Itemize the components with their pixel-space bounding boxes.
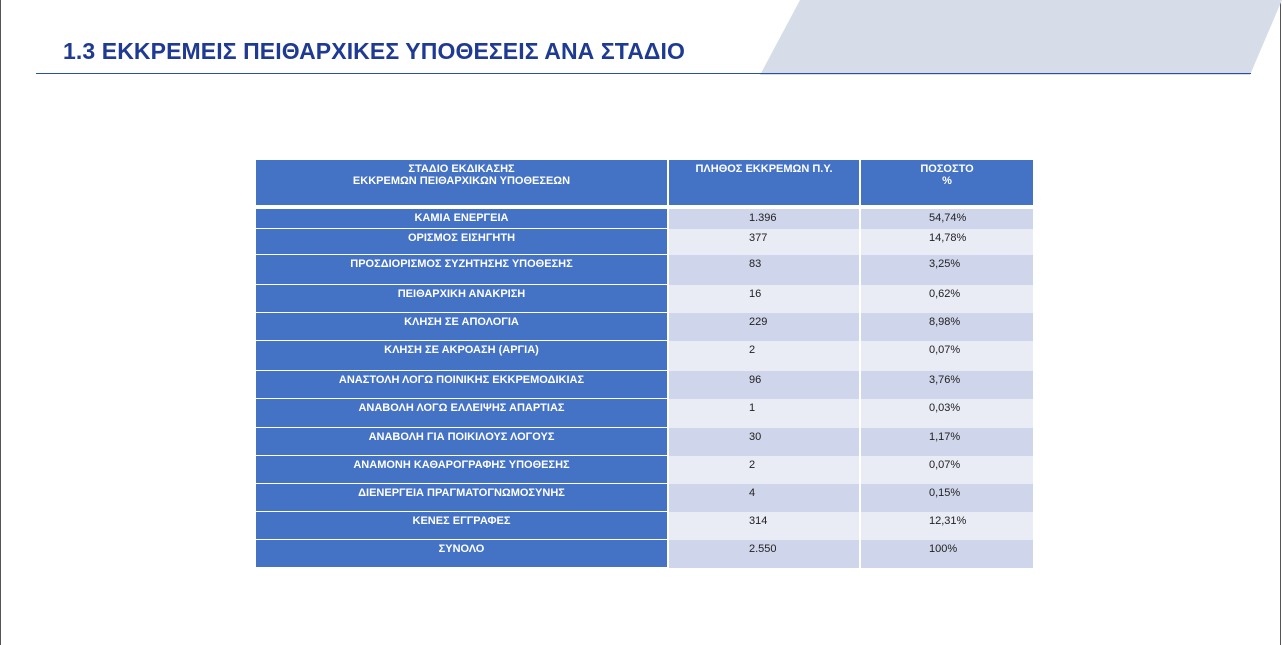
table-row	[256, 313, 1033, 341]
stage-cell: ΠΡΟΣΔΙΟΡΙΣΜΟΣ ΣΥΖΗΤΗΣΗΣ ΥΠΟΘΕΣΗΣ	[256, 255, 669, 285]
table-header-row	[256, 160, 1033, 209]
header-count	[669, 160, 861, 209]
count-cell: 96	[669, 371, 861, 399]
percent-cell: 0,07%	[861, 341, 1033, 371]
count-cell: 229	[669, 313, 861, 341]
percent-cell: 0,15%	[861, 484, 1033, 512]
stage-cell: ΑΝΑΣΤΟΛΗ ΛΟΓΩ ΠΟΙΝΙΚΗΣ ΕΚΚΡΕΜΟΔΙΚΙΑΣ	[256, 371, 669, 399]
header-percent-line1: ΠΟΣΟΣΤΟ	[920, 163, 974, 175]
stage-cell: ΔΙΕΝΕΡΓΕΙΑ ΠΡΑΓΜΑΤΟΓΝΩΜΟΣΥΝΗΣ	[256, 484, 669, 512]
percent-cell: 0,62%	[861, 285, 1033, 313]
stage-cell: ΣΥΝΟΛΟ	[256, 540, 669, 568]
stage-cell: ΚΑΜΙΑ ΕΝΕΡΓΕΙΑ	[256, 209, 669, 229]
header-count-label: ΠΛΗΘΟΣ ΕΚΚΡΕΜΩΝ Π.Υ.	[695, 163, 833, 175]
header-percent-line2: %	[942, 175, 952, 187]
count-cell: 2.550	[669, 540, 861, 568]
decorative-banner	[760, 0, 1282, 75]
stage-cell: ΑΝΑΜΟΝΗ ΚΑΘΑΡΟΓΡΑΦΗΣ ΥΠΟΘΕΣΗΣ	[256, 456, 669, 484]
count-cell: 1	[669, 399, 861, 428]
table-row	[256, 209, 1033, 229]
table-row	[256, 285, 1033, 313]
table-row	[256, 229, 1033, 255]
header-stage-line2: ΕΚΚΡΕΜΩΝ ΠΕΙΘΑΡΧΙΚΩΝ ΥΠΟΘΕΣΕΩΝ	[352, 175, 571, 187]
table-row	[256, 540, 1033, 568]
percent-cell: 3,76%	[861, 371, 1033, 399]
percent-cell: 54,74%	[861, 209, 1033, 229]
stage-cell: ΟΡΙΣΜΟΣ ΕΙΣΗΓΗΤΗ	[256, 229, 669, 255]
count-cell: 4	[669, 484, 861, 512]
stage-cell: ΑΝΑΒΟΛΗ ΓΙΑ ΠΟΙΚΙΛΟΥΣ ΛΟΓΟΥΣ	[256, 428, 669, 456]
count-cell: 83	[669, 255, 861, 285]
count-cell: 30	[669, 428, 861, 456]
stage-cell: ΚΛΗΣΗ ΣΕ ΑΠΟΛΟΓΙΑ	[256, 313, 669, 341]
stage-cell: ΚΕΝΕΣ ΕΓΓΡΑΦΕΣ	[256, 512, 669, 540]
table-row	[256, 371, 1033, 399]
percent-cell: 1,17%	[861, 428, 1033, 456]
count-cell: 1.396	[669, 209, 861, 229]
header-stage-line1: ΣΤΑΔΙΟ ΕΚΔΙΚΑΣΗΣ	[408, 163, 515, 175]
percent-cell: 100%	[861, 540, 1033, 568]
percent-cell: 8,98%	[861, 313, 1033, 341]
count-cell: 2	[669, 456, 861, 484]
table-row	[256, 456, 1033, 484]
stages-table	[256, 160, 1033, 568]
title-divider	[36, 73, 1251, 74]
percent-cell: 0,03%	[861, 399, 1033, 428]
percent-cell: 3,25%	[861, 255, 1033, 285]
count-cell: 16	[669, 285, 861, 313]
table-row	[256, 341, 1033, 371]
count-cell: 2	[669, 341, 861, 371]
percent-cell: 12,31%	[861, 512, 1033, 540]
count-cell: 314	[669, 512, 861, 540]
table-row	[256, 255, 1033, 285]
header-percent	[861, 160, 1033, 209]
table-row	[256, 428, 1033, 456]
page-title: 1.3 ΕΚΚΡΕΜΕΙΣ ΠΕΙΘΑΡΧΙΚΕΣ ΥΠΟΘΕΣΕΙΣ ΑΝΑ ΣΤΑΔΙΟ	[63, 38, 686, 64]
percent-cell: 14,78%	[861, 229, 1033, 255]
count-cell: 377	[669, 229, 861, 255]
stage-cell: ΠΕΙΘΑΡΧΙΚΗ ΑΝΑΚΡΙΣΗ	[256, 285, 669, 313]
stage-cell: ΑΝΑΒΟΛΗ ΛΟΓΩ ΕΛΛΕΙΨΗΣ ΑΠΑΡΤΙΑΣ	[256, 399, 669, 428]
table-row	[256, 399, 1033, 428]
percent-cell: 0,07%	[861, 456, 1033, 484]
stage-cell: ΚΛΗΣΗ ΣΕ ΑΚΡΟΑΣΗ (ΑΡΓΙΑ)	[256, 341, 669, 371]
table-row	[256, 512, 1033, 540]
table-row	[256, 484, 1033, 512]
header-stage	[256, 160, 669, 209]
